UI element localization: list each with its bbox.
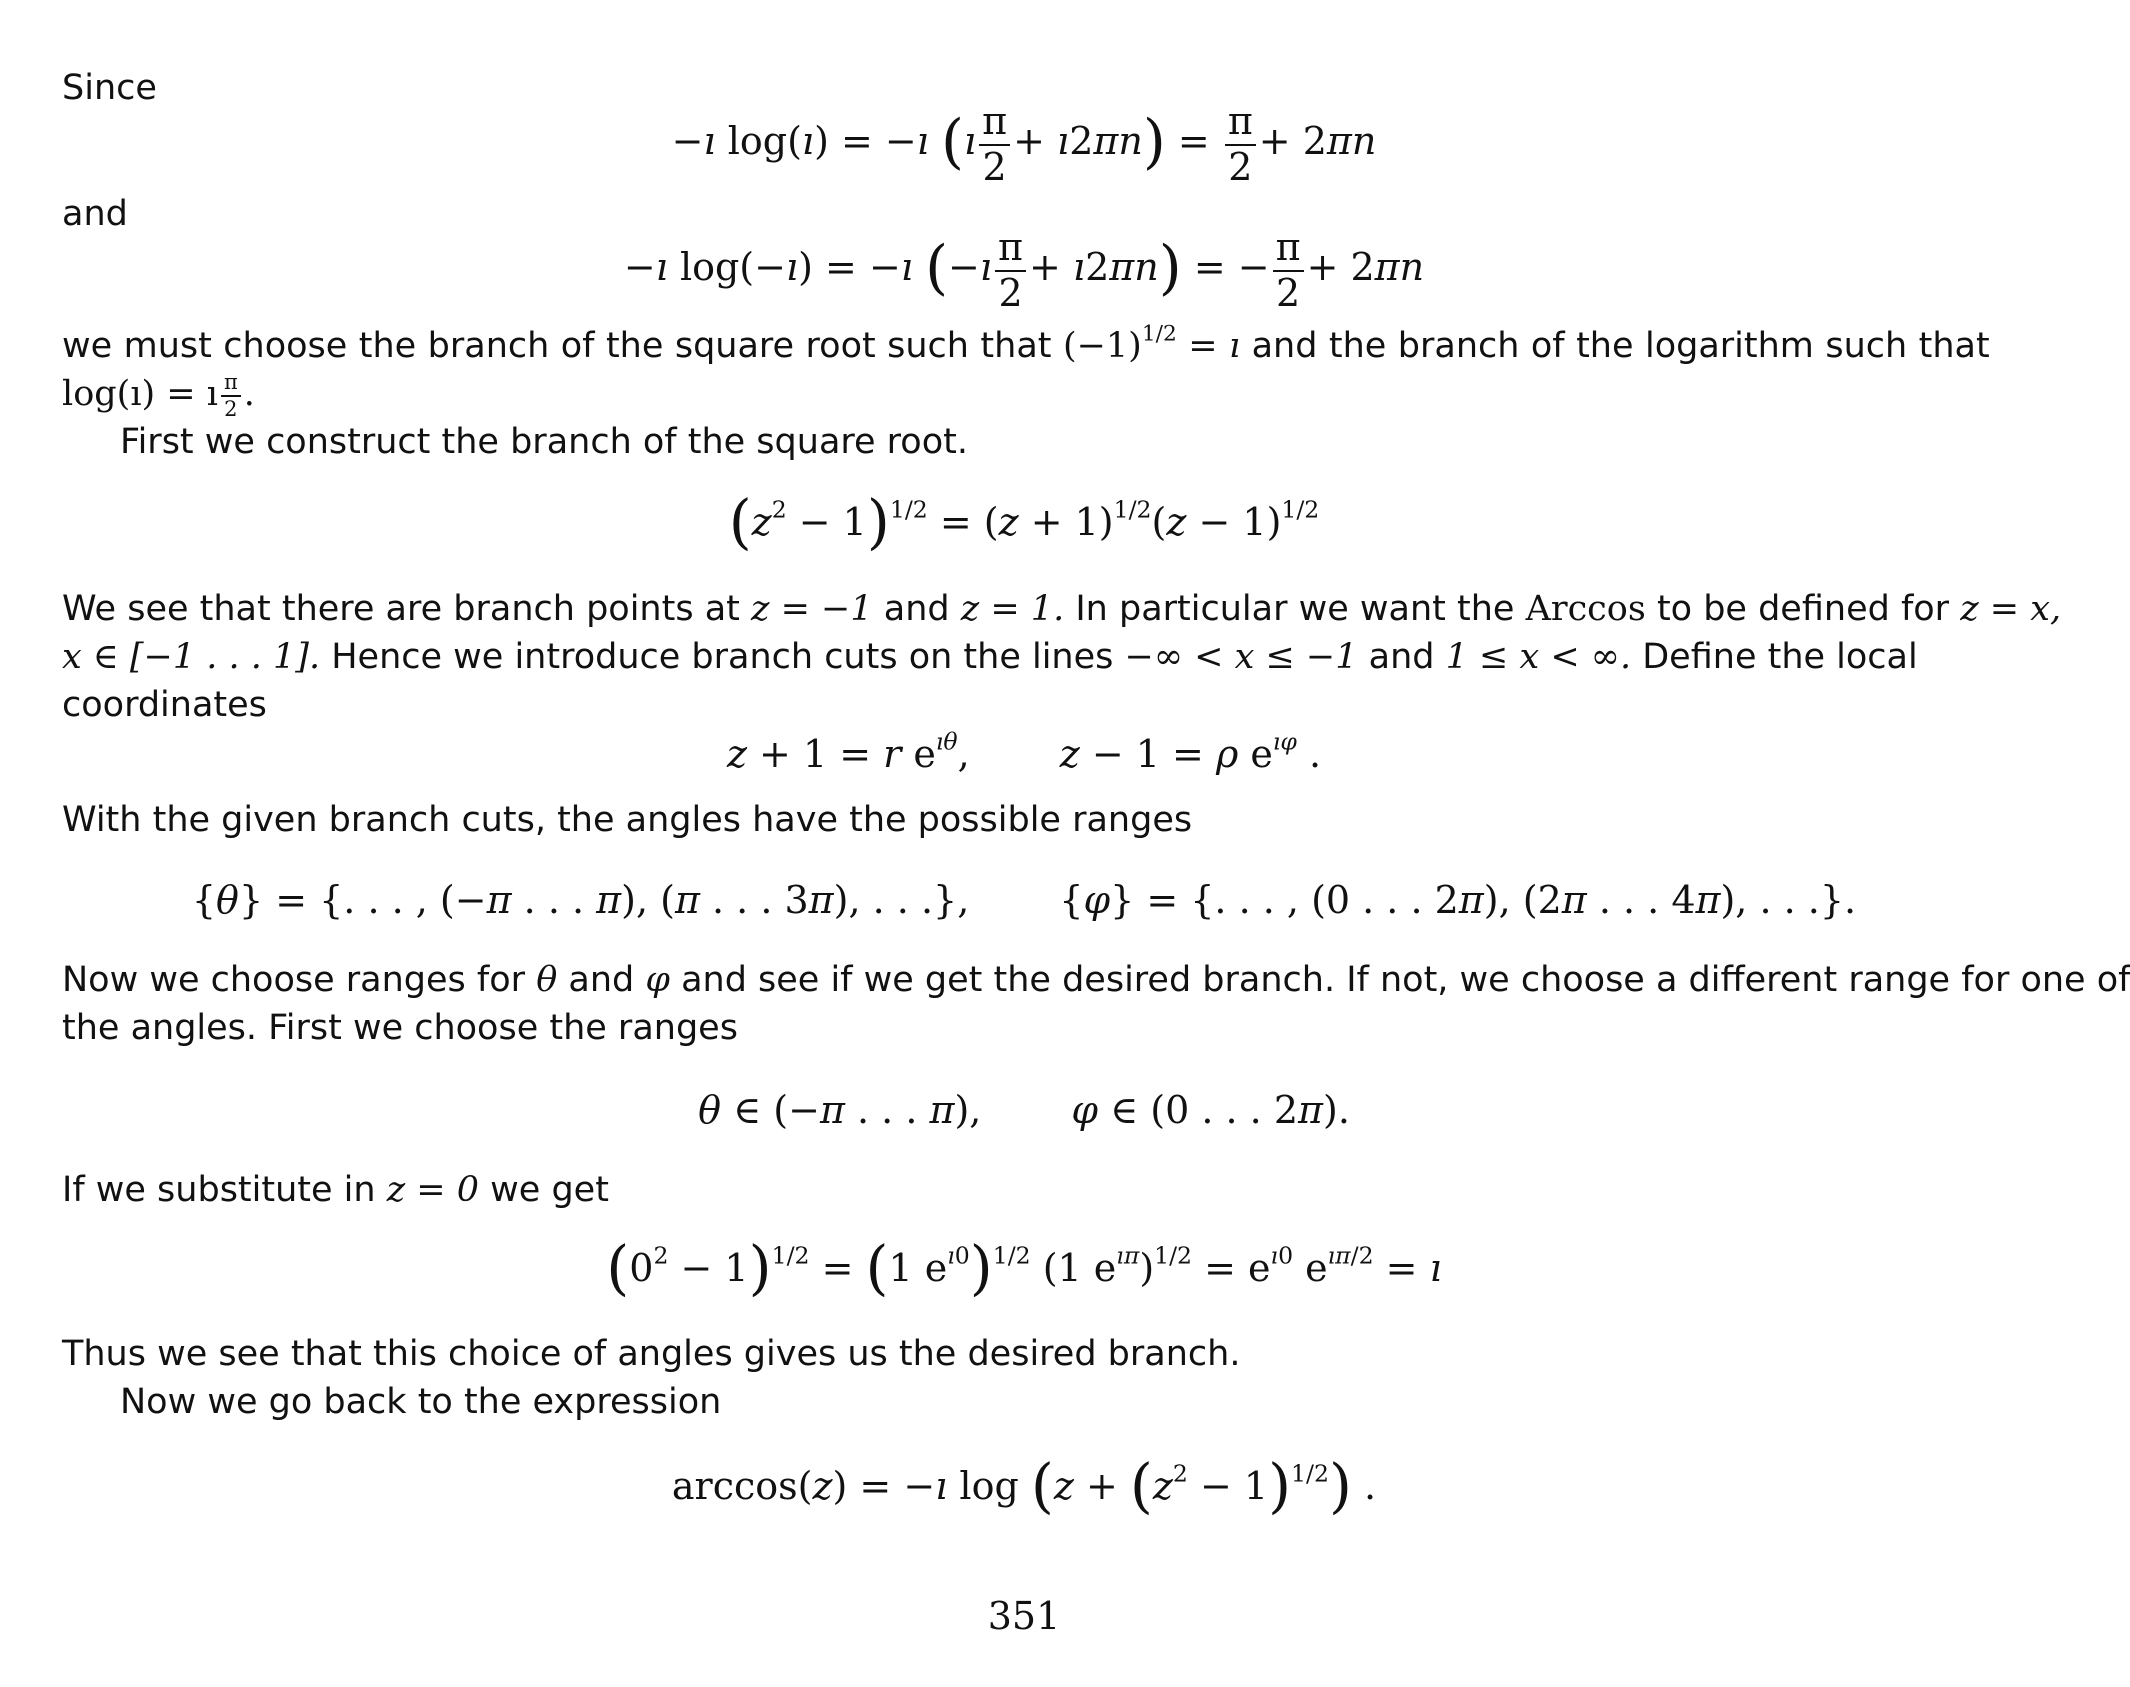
word: the [1328,326,1387,366]
word: that [980,326,1052,366]
text-segment: In particular we want the [1075,589,1515,629]
word: branch [427,326,550,366]
math-z-one: z = 1. [960,589,1065,629]
math-log-i: log(ı) = ı [62,374,218,414]
text-segment: and [568,960,635,1000]
equation-chosen-ranges: θ ∈ (−π . . . π), φ ∈ (0 . . . 2π). [698,1088,1350,1132]
math-exponent: 1/2 [1141,321,1177,347]
text-and: and [62,194,128,234]
word: square [674,326,795,366]
paragraph-choose-ranges-line1 [62,956,2130,1004]
equation-arccos: arccos(z) = −ı $\log (z + (z^2 - 1)^{1/2})$ . [671,1451,1377,1521]
text-segment: If we substitute in [62,1170,376,1210]
math-i: ı [1228,326,1241,366]
text-segment: we get [490,1170,609,1210]
text-segment: and [1368,637,1435,677]
word: that [1918,326,1990,366]
word: the [1576,326,1634,366]
math-arccos: Arccos [1525,589,1646,629]
math-z-minus-one: z = −1 [751,589,873,629]
word: root [805,326,876,366]
word: of [560,326,595,366]
word: must [123,326,212,366]
paragraph-choose-ranges-line2: the angles. First we choose the ranges [62,1008,738,1048]
page-number: 351 [987,1594,1061,1638]
math-base: (−1) [1062,326,1142,366]
paragraph-branch-choice-line1 [62,322,1990,370]
math-minus-one [1063,322,1177,370]
math-cut-left: −∞ < x ≤ −1 [1124,637,1358,677]
text-segment: Define the local [1642,637,1918,677]
equation-local-coordinates: z + 1 = r $e^{ı\theta}$, z − 1 = ρ $e^{ı\varphi}$ . [726,727,1322,776]
paragraph-branch-points-line1 [62,585,2062,633]
word: choose [223,326,348,366]
paragraph-branch-points-line2 [62,633,1990,681]
math-equals: = [1188,326,1218,366]
text-segment: and see if we get the desired branch. If not, we choose a different range for one of [681,960,2130,1000]
word: we [62,326,113,366]
text-segment: We see that there are branch points at [62,589,740,629]
text-segment: to be defined for [1656,589,1950,629]
word: the [358,326,417,366]
math-theta: θ [536,960,558,1000]
word: branch [1397,326,1520,366]
text-segment: Now we choose ranges for [62,960,526,1000]
text-segment: Hence we introduce branch cuts on the lines [331,637,1114,677]
word: such [887,326,969,366]
word: such [1825,326,1908,366]
math-cut-right: 1 ≤ x < ∞. [1445,637,1632,677]
word: the [605,326,664,366]
equation-log-i: −ı log(ı) = −ı (ı $\frac{\pi}{2}$ + ı2πn) = $\frac{\pi}{2}$ + 2πn [671,99,1377,189]
text-go-back: Now we go back to the expression [120,1382,722,1422]
math-phi: φ [645,960,670,1000]
equation-square-root-factor: $(z^2 - 1)^{1/2} = (z + 1)^{1/2}(z - 1)^{1/2}$ [728,487,1320,557]
word: logarithm [1644,326,1814,366]
text-first-construct: First we construct the branch of the square root. [120,422,968,462]
text-with-cuts: With the given branch cuts, the angles have the possible ranges [62,800,1193,840]
math-interval: x ∈ [−1 . . . 1]. [62,637,321,677]
text-segment: and [883,589,950,629]
math-z-zero: z = 0 [386,1170,480,1210]
paragraph-branch-choice-line2: log(ı) = ı $\frac{\pi}{2}$ . [62,370,255,421]
text-since: Since [62,68,157,108]
word: of [1530,326,1565,366]
text-coordinates: coordinates [62,685,267,725]
equation-substitution: $(0^2 - 1)^{1/2} = (1$ $e^{ı0})^{1/2}$ (1 $e^{ı\pi})^{1/2} = e^{ı0}$ $e^{ı\pi/2}$ = ı [606,1233,1442,1303]
text-thus: Thus we see that this choice of angles gives us the desired branch. [62,1334,1241,1374]
paragraph-substitute [62,1166,1990,1214]
equation-log-minus-i: −ı log(−ı) = −ı (−ı $\frac{\pi}{2}$ + ı2πn) = − $\frac{\pi}{2}$ + 2πn [623,225,1425,315]
math-z-x: z = x, [1960,589,2062,629]
equation-angle-ranges: {θ} = {. . . , (−π . . . π), (π . . . 3π), . . .}, {φ} = {. . . , (0 . . . 2π), (2π . . . 4π), . . .}. [191,878,1857,922]
word: and [1251,326,1318,366]
